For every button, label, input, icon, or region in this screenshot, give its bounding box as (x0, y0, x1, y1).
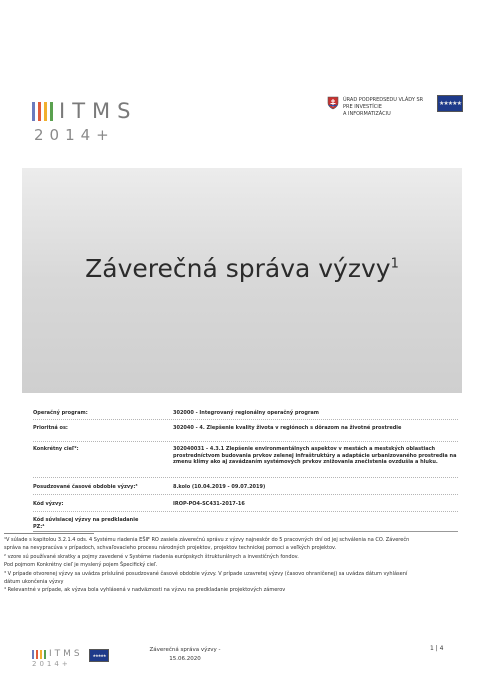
footer-itms-logo (32, 650, 83, 668)
info-row (33, 442, 458, 478)
info-value (173, 512, 458, 531)
gov-office-text (343, 97, 438, 118)
page-title (22, 254, 462, 283)
info-value-line: 302040031 - 4.3.1 Zlepšenie environmentálnych aspektov v mestách a mestských oblastiach (173, 446, 436, 452)
gov-line: ÚRAD PODPREDSEDU VLÁDY SR (343, 97, 424, 103)
footnote-line: Pod pojmom Konkrétny cieľ je myslený pojem Špecifický cieľ. (4, 562, 158, 569)
info-value: 302000 - Integrovaný regionálny operačný program (173, 410, 319, 416)
info-label: Kód výzvy: (33, 501, 64, 507)
logo-bar (32, 650, 34, 659)
footer-eu-flag-icon: ★★★★★ (89, 649, 109, 662)
info-value: 302040 - 4. Zlepšenie kvality života v regiónoch s dôrazom na životné prostredie (173, 425, 402, 431)
itms-logo (32, 101, 172, 144)
footer-doc-info (140, 646, 230, 664)
logo-bar (44, 650, 46, 659)
logo-bars (32, 102, 53, 121)
info-value (173, 442, 458, 477)
footnote-line: dátum ukončenia výzvy (4, 579, 64, 586)
info-value: 8.kolo (10.04.2019 - 09.07.2019) (173, 484, 266, 490)
footnote-divider (4, 533, 94, 534)
info-value-line: zmenu klímy ako aj zavádzaním systémových prvkov znižovania znečistenia ovzdušia a hluku. (173, 459, 438, 465)
info-label-line: Kód súvisiacej výzvy na predkladanie (33, 517, 139, 523)
info-label: Operačný program: (33, 410, 88, 416)
info-label (33, 512, 173, 531)
call-info-table (33, 408, 458, 532)
title-text: Záverečná správa výzvy (85, 254, 391, 283)
info-row (33, 408, 458, 420)
info-row (33, 478, 458, 495)
logo-bar (50, 102, 53, 121)
info-label: Posudzované časové obdobie výzvy:³ (33, 484, 138, 490)
logo-bar (32, 102, 35, 121)
info-label: Konkrétny cieľ²: (33, 446, 79, 452)
logo-bar (44, 102, 47, 121)
info-label-line: PZ:⁴ (33, 523, 45, 530)
logo-bar (38, 102, 41, 121)
footnote-line: ² vzore sú používané skratky a pojmy zavedené v Systéme riadenia európskych štrukturálnych a investičných fondov. (4, 553, 299, 560)
logo-bar (36, 650, 38, 659)
info-value-line: prostredníctvom budovania prvkov zelenej infraštruktúry a adaptácie urbanizovaného prostredia na (173, 452, 457, 459)
footnotes (4, 536, 484, 595)
footer-doc-title: Záverečná správa výzvy - (149, 647, 221, 653)
info-value: IROP-PO4-SC431-2017-16 (173, 501, 245, 507)
page-number: 1 | 4 (430, 645, 444, 652)
info-row (33, 495, 458, 512)
footer-logo-year: 2014+ (32, 660, 71, 668)
logo-bar (40, 650, 42, 659)
slovak-coat-of-arms-icon (327, 96, 339, 110)
title-footnote-marker: 1 (390, 256, 399, 272)
footer-date: 15.06.2020 (169, 656, 201, 662)
info-row (33, 420, 458, 442)
footnote-line: správa na nevypracúva v prípadoch, schvaľovacieho procesu národných projektov, projektov technickej pomoci a veľkých projektov. (4, 545, 337, 552)
footer-logo-word: ITMS (49, 649, 83, 659)
eu-flag-icon: ★★★★★ (437, 95, 463, 112)
logo-word: ITMS (59, 99, 138, 123)
info-row (33, 512, 458, 532)
gov-line: A INFORMATIZÁCIU (343, 111, 391, 117)
gov-line: PRE INVESTÍCIE (343, 104, 382, 110)
footer-logo-bars (32, 650, 46, 659)
footnote-line: ⁴ Relevantné v prípade, ak výzva bola vyhlásená v nadväznosti na výzvu na predkladanie projektových zámerov (4, 587, 286, 594)
footnote-line: ¹V súlade s kapitolou 3.2.1.4 ods. 4 Systému riadenia EŠIF RO zasiela záverečnú správu z výzvy najneskôr do 5 pracovných dní od jej schválenia na CO. Záverečn (4, 537, 410, 543)
footnote-line: ³ V prípade otvorenej výzvy sa uvádza príslušné posudzované časové obdobie výzvy. V prípade uzavretej výzvy (časovo ohraničenej) sa uvádza dátum vyhlásení (4, 570, 408, 577)
logo-year: 2014+ (34, 126, 115, 144)
info-label: Prioritná os: (33, 425, 68, 431)
